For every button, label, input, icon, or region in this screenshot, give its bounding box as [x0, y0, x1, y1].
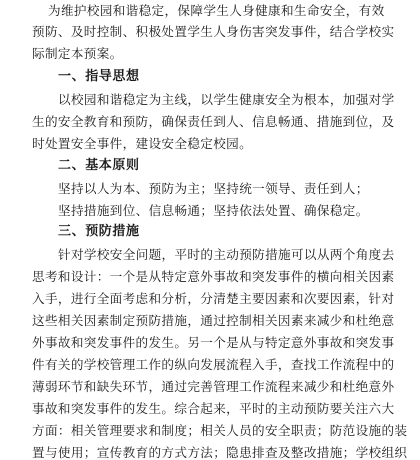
section-2-line-2: 坚持措施到位、信息畅通；坚持依法处置、确保稳定。: [58, 203, 369, 218]
section-3-line-10: 置与使用；宣传教育的方式方法；隐患排查及整改措施；学校组织: [32, 445, 408, 460]
section-1-line-2: 生的安全教育和预防，确保责任到人、信息畅通、措施到位，及: [32, 114, 395, 129]
section-2-line-1: 坚持以人为本、预防为主；坚持统一领导、责任到人；: [58, 181, 369, 196]
section-3-line-4: 这些相关因素制定预防措施，通过控制相关因素来减少和杜绝意: [32, 313, 395, 328]
section-heading-preventive-measures: 三、预防措施: [58, 224, 140, 239]
section-heading-guiding-ideology: 一、指导思想: [58, 69, 140, 84]
section-heading-basic-principles: 二、基本原则: [58, 158, 140, 173]
intro-line-1: 为维护校园和谐稳定，保障学生人身健康和生命安全，有效: [48, 3, 385, 18]
section-3-line-3: 入手，进行全面考虑和分析，分清楚主要因素和次要因素，针对: [32, 291, 395, 306]
section-1-line-1: 以校园和谐稳定为主线，以学生健康安全为根本，加强对学: [58, 92, 395, 107]
section-3-line-8: 事故和突发事件的发生。综合起来，平时的主动预防要关注六大: [32, 401, 395, 416]
section-3-line-7: 薄弱环节和缺失环节，通过完善管理工作流程来减少和杜绝意外: [32, 379, 395, 394]
section-3-line-9: 方面：相关管理要求和制度；相关人员的安全职责；防范设施的装: [32, 423, 408, 438]
intro-line-3: 际制定本预案。: [32, 46, 123, 61]
section-3-line-2: 思考和设计：一个是从特定意外事故和突发事件的横向相关因素: [32, 269, 395, 284]
section-1-line-3: 时处置安全事件，建设安全稳定校园。: [32, 136, 253, 151]
intro-line-2: 预防、及时控制、积极处置学生人身伤害突发事件，结合学校实: [32, 24, 395, 39]
section-3-line-5: 外事故和突发事件的发生。另一个是从与特定意外事故和突发事: [32, 335, 395, 350]
section-3-line-1: 针对学校安全问题，平时的主动预防措施可以从两个角度去: [58, 247, 395, 262]
section-3-line-6: 件有关的学校管理工作的纵向发展流程入手，查找工作流程中的: [32, 357, 395, 372]
